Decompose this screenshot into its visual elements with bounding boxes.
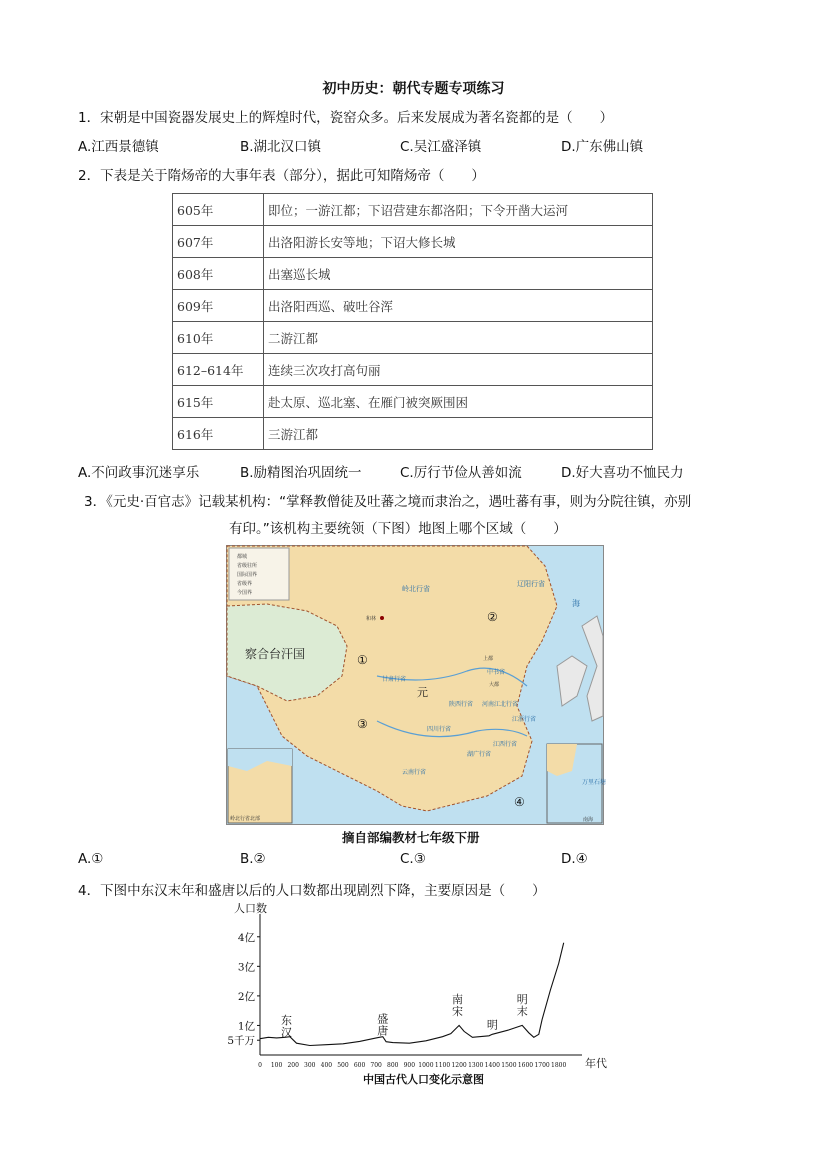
x-tick-label: 500: [337, 1062, 349, 1069]
question-4-stem: 4．下图中东汉末年和盛唐以后的人口数都出现剧烈下降，主要原因是（ ）: [78, 883, 546, 899]
legend-item: 省级界: [237, 581, 253, 587]
question-3-stem-line2: 有印。”该机构主要统领（下图）地图上哪个区域（ ）: [229, 521, 567, 537]
table-row: [173, 386, 653, 418]
q3-option-a[interactable]: A.①: [78, 851, 104, 867]
zhongshu-label: 中书省: [487, 669, 506, 676]
helin-label: 和林: [366, 616, 377, 622]
chart-annotation: 盛: [377, 1012, 389, 1026]
x-tick-label: 700: [370, 1062, 382, 1069]
x-tick-label: 900: [403, 1062, 416, 1069]
table-cell-event: 即位；一游江都；下诏营建东都洛阳；下令开凿大运河: [264, 194, 653, 226]
table-cell-event: 出洛阳西巡、破吐谷浑: [264, 290, 653, 322]
table-cell-event: 三游江都: [264, 418, 653, 450]
x-tick-label: 200: [287, 1062, 299, 1069]
chart-annotation: 明: [486, 1018, 498, 1032]
yuan-label: 元: [417, 686, 428, 699]
x-tick-label: 800: [387, 1062, 399, 1069]
table-row: [173, 322, 653, 354]
y-tick-label: 1亿: [237, 1020, 255, 1033]
table-cell-year: 605年: [173, 194, 264, 226]
chart-annotation: 汉: [281, 1025, 293, 1039]
x-tick-label: 1400: [484, 1062, 500, 1069]
chart-annotation: 南: [451, 993, 463, 1007]
x-tick-label: 1100: [434, 1062, 451, 1069]
legend-item: 省级驻所: [237, 563, 258, 569]
chart-annotation: 宋: [451, 1005, 463, 1019]
question-2-stem: 2．下表是关于隋炀帝的大事年表（部分），据此可知隋炀帝（ ）: [78, 168, 485, 184]
liaoyang-label: 辽阳行省: [517, 580, 545, 588]
chart-annotation: 末: [516, 1005, 528, 1019]
marker-1: ①: [357, 653, 368, 667]
population-chart: [222, 900, 612, 1090]
table-cell-year: 612–614年: [173, 354, 264, 386]
table-cell-event: 二游江都: [264, 322, 653, 354]
yunnan-label: 云南行省: [402, 769, 427, 776]
q1-option-a[interactable]: A.江西景德镇: [78, 139, 159, 155]
table-cell-year: 609年: [173, 290, 264, 322]
legend-item: 国际国界: [237, 572, 258, 578]
yuan-dynasty-map: [226, 545, 607, 825]
q1-option-b[interactable]: B.湖北汉口镇: [240, 139, 322, 155]
y-tick-label: 4亿: [237, 931, 255, 944]
table-cell-year: 615年: [173, 386, 264, 418]
jiangzhe-label: 江浙行省: [512, 716, 537, 723]
henan-label: 河南江北行省: [482, 701, 519, 708]
x-tick-label: 100: [270, 1062, 283, 1069]
table-cell-event: 出塞巡长城: [264, 258, 653, 290]
chart-title: 中国古代人口变化示意图: [363, 1073, 484, 1086]
x-tick-label: 1000: [418, 1062, 434, 1069]
shaanxi-label: 陕西行省: [449, 701, 474, 708]
page-title: 初中历史：朝代专题专项练习: [322, 81, 505, 97]
chart-annotation: 明: [516, 993, 528, 1007]
x-tick-label: 1500: [501, 1062, 517, 1069]
x-tick-label: 0: [258, 1062, 262, 1069]
korea-region: [557, 656, 587, 706]
y-tick-label: 3亿: [237, 961, 255, 974]
q3-option-d[interactable]: D.④: [561, 851, 588, 867]
question-3-stem-line1: 3．《元史·百官志》记载某机构：“掌释教僧徒及吐蕃之境而隶治之，遇吐蕃有事，则为分院往镇，亦别: [84, 494, 692, 510]
y-tick-label: 5千万: [227, 1035, 255, 1048]
q3-option-c[interactable]: C.③: [400, 851, 426, 867]
table-row: [173, 226, 653, 258]
table-row: [173, 290, 653, 322]
q2-option-a[interactable]: A.不问政事沉迷享乐: [78, 465, 200, 481]
q2-option-c[interactable]: C.厉行节俭从善如流: [400, 465, 522, 481]
huguang-label: 湖广行省: [467, 751, 492, 758]
inset-right-islands: 万里石塘: [582, 779, 607, 786]
table-row: [173, 354, 653, 386]
x-tick-label: 1700: [534, 1062, 550, 1069]
gansu-label: 甘肃行省: [382, 676, 407, 683]
dadu-label: 大都: [489, 682, 500, 688]
inset-right-caption: 南海: [583, 817, 594, 823]
x-tick-label: 300: [304, 1062, 316, 1069]
legend-item: 都城: [237, 554, 248, 560]
table-row: [173, 194, 653, 226]
sichuan-label: 四川行省: [427, 726, 452, 733]
chart-annotation: 唐: [377, 1024, 389, 1038]
table-cell-event: 出洛阳游长安等地；下诏大修长城: [264, 226, 653, 258]
q2-option-b[interactable]: B.励精图治巩固统一: [240, 465, 362, 481]
sea-label: 海: [572, 599, 580, 608]
x-tick-label: 1600: [517, 1062, 534, 1069]
x-tick-label: 1300: [468, 1062, 484, 1069]
table-row: [173, 258, 653, 290]
marker-2: ②: [487, 610, 498, 624]
x-tick-label: 600: [353, 1062, 366, 1069]
legend-item: 今国界: [237, 590, 253, 596]
x-tick-label: 1200: [451, 1062, 467, 1069]
chart-annotation: 东: [281, 1013, 293, 1027]
y-tick-label: 2亿: [237, 990, 255, 1003]
chagatai-label: 察合台汗国: [245, 647, 306, 661]
q3-option-b[interactable]: B.②: [240, 851, 266, 867]
y-axis-label: 人口数: [234, 902, 267, 915]
table-cell-year: 610年: [173, 322, 264, 354]
table-cell-year: 608年: [173, 258, 264, 290]
helin-marker: [380, 616, 384, 620]
question-1-stem: 1．宋朝是中国瓷器发展史上的辉煌时代，瓷窑众多。后来发展成为著名瓷都的是（ ）: [78, 110, 614, 126]
q1-option-c[interactable]: C.吴江盛泽镇: [400, 139, 482, 155]
table-cell-year: 616年: [173, 418, 264, 450]
table-cell-event: 连续三次攻打高句丽: [264, 354, 653, 386]
table-row: [173, 418, 653, 450]
x-tick-label: 400: [320, 1062, 333, 1069]
marker-4: ④: [514, 795, 525, 809]
x-tick-label: 1800: [551, 1062, 567, 1069]
shangdu-label: 上都: [483, 656, 494, 662]
table-cell-year: 607年: [173, 226, 264, 258]
inset-left-caption: 岭北行省北部: [230, 816, 261, 822]
q2-option-d[interactable]: D.好大喜功不恤民力: [561, 465, 684, 481]
events-table: [172, 193, 653, 450]
q1-option-d[interactable]: D.广东佛山镇: [561, 139, 644, 155]
x-axis-label: 年代: [585, 1057, 607, 1070]
table-cell-event: 赴太原、巡北塞、在雁门被突厥围困: [264, 386, 653, 418]
jiangxi-label: 江西行省: [493, 741, 518, 748]
lingbei-label: 岭北行省: [402, 585, 430, 593]
marker-3: ③: [357, 717, 368, 731]
map-caption: 摘自部编教材七年级下册: [342, 830, 480, 845]
